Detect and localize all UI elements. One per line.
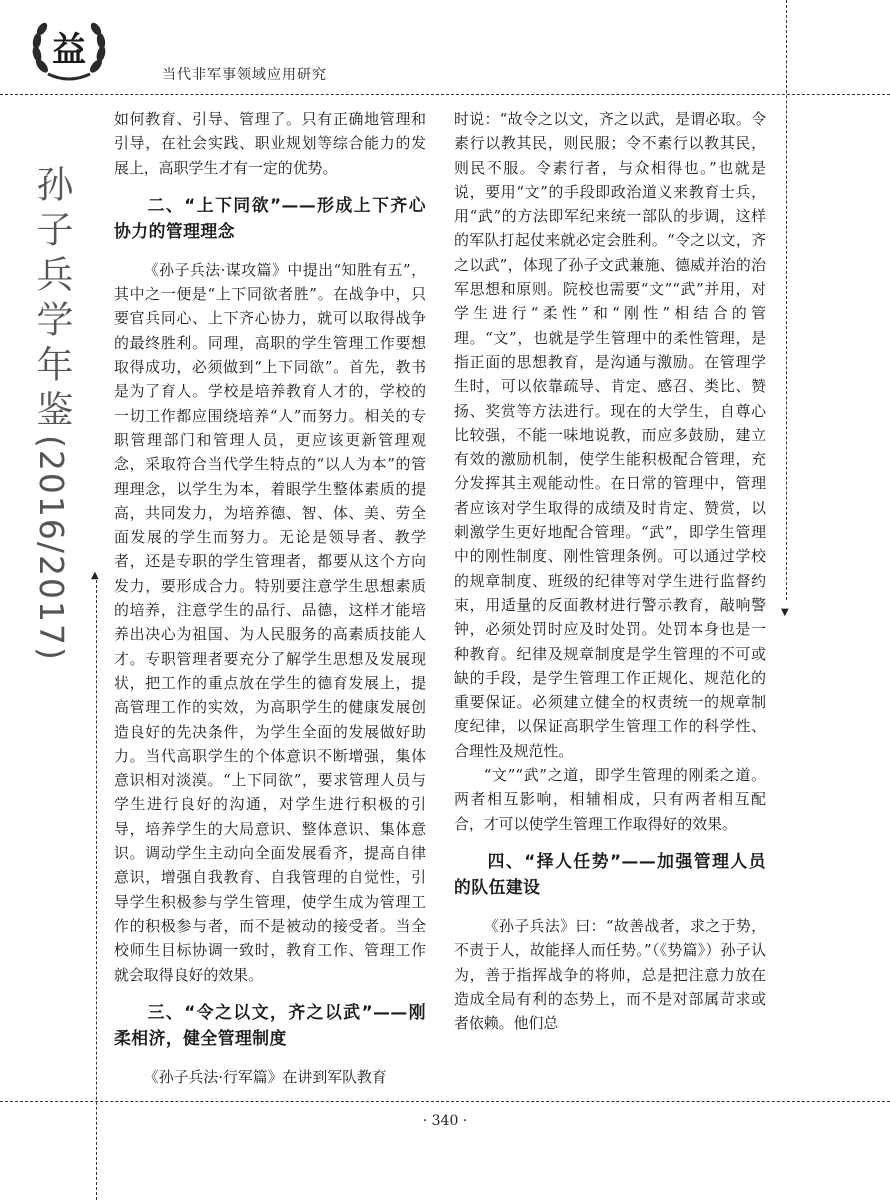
section-heading-2: 二、“上下同欲”——形成上下齐心协力的管理理念 xyxy=(114,194,426,241)
header-divider xyxy=(0,94,890,95)
up-arrow-icon: ▲ xyxy=(91,570,99,581)
emblem-glyph: 益 xyxy=(52,30,86,70)
footer-divider xyxy=(0,1101,890,1102)
down-arrow-icon: ▼ xyxy=(781,607,789,618)
left-text-column xyxy=(114,107,426,1089)
continued-paragraph: 时说：“故令之以文，齐之以武，是谓必取。令素行以教其民，则民服；令不素行以教其民，则民不服。令素行者，与众相得也。”也就是说，要用“文”的手段即政治道义来教育士兵，用“武”的方法即军纪来统一部队的步调，这样的军队打起仗来就必定会胜利。“令之以文，齐之以武”，体现了孙子文武兼施、德威并治的治军思想和原则。院校也需要“文”“武”并用，对学生进行“柔性”和“刚性”相结合的管理。“文”，也就是学生管理中的柔性管理，是指正面的思想教育，是沟通与激励。在管理学生时，可以依靠疏导、肯定、感召、类比、赞扬、奖赏等方法进行。现在的大学生，自尊心比较强，不能一味地说教，而应多鼓励，建立有效的激励机制，使学生能积极配合管理，充分发挥其主观能动性。在日常的管理中，管理者应该对学生取得的成绩及时肯定、赞赏，以刺激学生更好地配合管理。“武”，即学生管理中的刚性制度、刚性管理条例。可以通过学校的规章制度、班级的纪律等对学生进行监督约束，用适量的反面教材进行警示教育，敲响警钟，必须处罚时应及时处罚。处罚本身也是一种教育。纪律及规章制度是学生管理的不可或缺的手段，是学生管理工作正规化、规范化的重要保证。必须建立健全的权责统一的规章制度纪律，以保证高职学生管理工作的科学性、合理性及规范性。 xyxy=(454,110,766,760)
paragraph: 《孙子兵法·谋攻篇》中提出“知胜有五”，其中之一便是“上下同欲者胜”。在战争中，只要官兵同心、上下齐心协力，就可以取得战争的最终胜利。同理，高职的学生管理工作要想取得成功，必须做到“上下同欲”。首先，教书是为了育人。学校是培养教育人才的，学校的一切工作都应围绕培养“人”而努力。相关的专职管理部门和管理人员，更应该更新管理观念，采取符合当代学生特点的“以人为本”的管理理念，以学生为本，着眼学生整体素质的提高，共同发力，为培养德、智、体、美、劳全面发展的学生而努力。无论是领导者、教学者，还是专职的学生管理者，都要从这个方向发力，要形成合力。特别要注意学生思想素质的培养，注意学生的品行、品德，这样才能培养出决心为祖国、为人民服务的高素质技能人才。专职管理者要充分了解学生思想及发展现状，把工作的重点放在学生的德育发展上，提高管理工作的实效，为高职学生的健康发展创造良好的先决条件，为学生全面的发展做好助力。当代高职学生的个体意识不断增强，集体意识相对淡漠。“上下同欲”，要求管理人员与学生进行良好的沟通，对学生进行积极的引导，培养学生的大局意识、整体意识、集体意识。调动学生主动向全面发展看齐，提高自律意识，增强自我教育、自我管理的自觉性，引导学生积极参与学生管理，使学生成为管理工作的积极参与者，而不是被动的接受者。当全校师生目标协调一致时，教育工作、管理工作就会取得良好的效果。 xyxy=(114,260,426,984)
side-title-char: 鉴 xyxy=(30,390,73,435)
side-title-char: 子 xyxy=(30,210,73,255)
side-title-year: (2016/2017) xyxy=(32,435,71,662)
right-margin-rule xyxy=(786,0,787,600)
laurel-wreath-emblem-icon xyxy=(28,14,110,84)
section-heading-4: 四、“择人任势”——加强管理人员的队伍建设 xyxy=(454,850,766,897)
page-number: · 340 · xyxy=(422,1113,468,1129)
yearbook-side-title xyxy=(26,165,76,662)
paragraph: 《孙子兵法》曰：“故善战者，求之于势，不责于人，故能择人而任势。”（《势篇》）孙子认为，善于指挥战争的将帅，总是把注意力放在造成全局有利的态势上，而不是对部属苛求或者依赖。他们总 xyxy=(454,916,766,1033)
left-margin-rule xyxy=(96,575,97,1200)
paragraph: 《孙子兵法·行军篇》在讲到军队教育 xyxy=(143,1067,387,1086)
journal-section-title: 当代非军事领域应用研究 xyxy=(162,67,327,83)
side-title-char: 孙 xyxy=(30,165,73,210)
side-title-char: 兵 xyxy=(30,255,73,300)
right-text-column xyxy=(454,107,766,1035)
intro-paragraph: 如何教育、引导、管理了。只有正确地管理和引导，在社会实践、职业规划等综合能力的发展上，高职学生才有一定的优势。 xyxy=(114,110,426,177)
side-title-char: 学 xyxy=(30,300,73,345)
paragraph: “文”“武”之道，即学生管理的刚柔之道。两者相互影响，相辅相成，只有两者相互配合，才可以使学生管理工作取得好的效果。 xyxy=(454,766,766,833)
side-title-char: 年 xyxy=(30,345,73,390)
section-heading-3: 三、“令之以文，齐之以武”——刚柔相济，健全管理制度 xyxy=(114,1001,426,1048)
